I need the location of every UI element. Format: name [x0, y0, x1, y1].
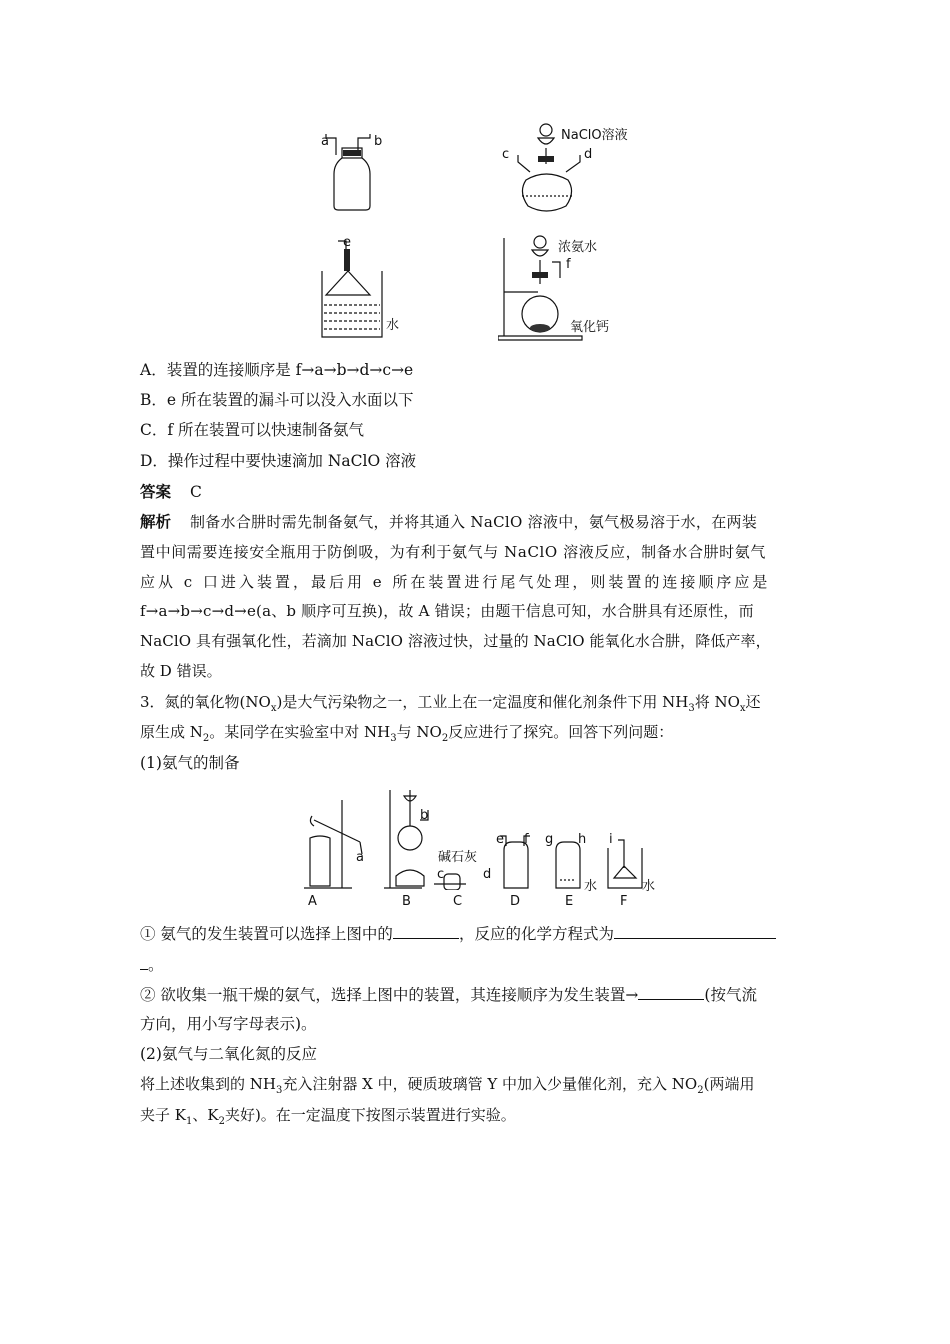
p2-text: 、K — [192, 1106, 219, 1124]
q2-line-2: 方向，用小写字母表示)。 — [140, 1015, 317, 1033]
option-a: A．装置的连接顺序是 f→a→b→d→c→e — [140, 361, 414, 379]
answer-blank-2-cont[interactable] — [140, 953, 148, 970]
sub-x: x — [739, 703, 746, 714]
analysis-line-1 — [140, 512, 812, 532]
q1-text: ① 氨气的发生装置可以选择上图中的 — [140, 925, 393, 943]
q3-text: 。某同学在实验室中对 NH — [209, 723, 391, 741]
port-h: h — [578, 832, 587, 847]
port-a-label: a — [321, 134, 329, 149]
answer-blank-3[interactable] — [638, 983, 704, 1000]
soda-lime-label: 碱石灰 — [438, 850, 478, 865]
q3-text: 还 — [745, 693, 761, 711]
cao-label: 氧化钙 — [570, 320, 610, 335]
port-g: g — [545, 832, 554, 847]
option-b: B．e 所在装置的漏斗可以没入水面以下 — [140, 391, 414, 409]
port-e-label: e — [343, 235, 351, 250]
option-d: D．操作过程中要快速滴加 NaClO 溶液 — [140, 452, 417, 470]
sub-3: 3 — [390, 733, 397, 744]
port-i: i — [609, 832, 613, 847]
port-f-label: f — [566, 257, 571, 272]
analysis-line-2: 置中间需要连接安全瓶用于防倒吸，为有利于氨气与 NaClO 溶液反应，制备水合肼时氨气 — [140, 543, 766, 561]
part2-line-2 — [140, 1105, 812, 1132]
port-e2: e — [496, 832, 504, 847]
analysis-line-4: f→a→b→c→d→e(a、b 顺序可互换)，故 A 错误；由题干信息可知，水合肼具有还原性，而 — [140, 602, 754, 620]
q3-text: 反应进行了探究。回答下列问题： — [448, 723, 674, 741]
q1-line — [140, 922, 812, 944]
answer-line — [140, 482, 812, 502]
q3-text: 3．氮的氧化物(NO — [140, 693, 271, 711]
port-f2: f — [524, 832, 529, 847]
sub-2: 2 — [697, 1085, 704, 1096]
q3-text: 原生成 N — [140, 723, 203, 741]
label-B: B — [402, 894, 411, 909]
q1-text: 。 — [148, 956, 164, 974]
conc-ammonia-label: 浓氨水 — [558, 240, 598, 255]
q2-text: (按气流 — [704, 986, 757, 1004]
port-a: a — [356, 850, 364, 865]
analysis-label: 解析 — [140, 512, 172, 531]
answer-blank-1[interactable] — [393, 922, 459, 939]
q2-text: ② 欲收集一瓶干燥的氨气，选择上图中的装置，其连接顺序为发生装置→ — [140, 986, 639, 1004]
port-b: b — [420, 808, 429, 823]
port-d: d — [483, 867, 492, 882]
label-C: C — [453, 894, 463, 909]
water-label-e: 水 — [584, 879, 598, 894]
sub-2: 2 — [441, 733, 449, 744]
sub-2: 2 — [202, 733, 210, 744]
analysis-line-3: 应从 c 口进入装置，最后用 e 所在装置进行尾气处理，则装置的连接顺序应是 — [140, 573, 771, 591]
p2-text: 将上述收集到的 NH — [140, 1075, 276, 1093]
q1-line-2 — [140, 953, 812, 975]
sub-3: 3 — [688, 703, 695, 714]
water-label-top: 水 — [386, 318, 400, 333]
q3-text: 将 NO — [694, 693, 740, 711]
q2-line — [140, 983, 812, 1005]
analysis-text-1: 制备水合肼时需先制备氨气，并将其通入 NaClO 溶液中，氨气极易溶于水，在两装 — [189, 513, 758, 531]
part1-title: (1)氨气的制备 — [140, 754, 240, 772]
naclo-label: NaClO溶液 — [561, 128, 628, 143]
q3-line-1 — [140, 692, 812, 719]
q3-line-2 — [140, 722, 812, 749]
port-d-label: d — [584, 147, 593, 162]
analysis-line-6: 故 D 错误。 — [140, 662, 222, 680]
port-c: c — [437, 867, 445, 882]
label-E: E — [565, 894, 574, 909]
analysis-line-5: NaClO 具有强氧化性，若滴加 NaClO 溶液过快，过量的 NaClO 能氧化水合肼，降低产率， — [140, 632, 771, 650]
p2-text: 夹好)。在一定温度下按图示装置进行实验。 — [224, 1106, 516, 1124]
p2-text: (两端用 — [703, 1075, 755, 1093]
water-label-f: 水 — [642, 879, 656, 894]
q3-text: 与 NO — [396, 723, 442, 741]
q3-text: )是大气污染物之一，工业上在一定温度和催化剂条件下用 NH — [276, 693, 689, 711]
port-b-label: b — [374, 134, 383, 149]
sub-3: 3 — [275, 1085, 283, 1096]
sub-1: 1 — [185, 1116, 193, 1127]
apparatus-drawing — [290, 780, 670, 890]
answer-blank-2[interactable] — [614, 922, 776, 939]
label-F: F — [620, 894, 628, 909]
option-c: C．f 所在装置可以快速制备氨气 — [140, 421, 365, 439]
sub-x: x — [270, 703, 277, 714]
beaker-funnel-diagram — [318, 235, 386, 343]
answer-label: 答案 — [140, 482, 172, 501]
p2-text: 充入注射器 X 中，硬质玻璃管 Y 中加入少量催化剂，充入 NO — [282, 1075, 698, 1093]
answer-value: C — [189, 483, 202, 501]
part2-line-1 — [140, 1074, 812, 1101]
label-A: A — [308, 894, 317, 909]
label-D: D — [510, 894, 521, 909]
part2-title: (2)氨气与二氧化氮的反应 — [140, 1045, 317, 1063]
q1-text: ，反应的化学方程式为 — [458, 925, 614, 943]
sub-2: 2 — [218, 1116, 225, 1127]
port-c-label: c — [502, 147, 510, 162]
p2-text: 夹子 K — [140, 1106, 186, 1124]
